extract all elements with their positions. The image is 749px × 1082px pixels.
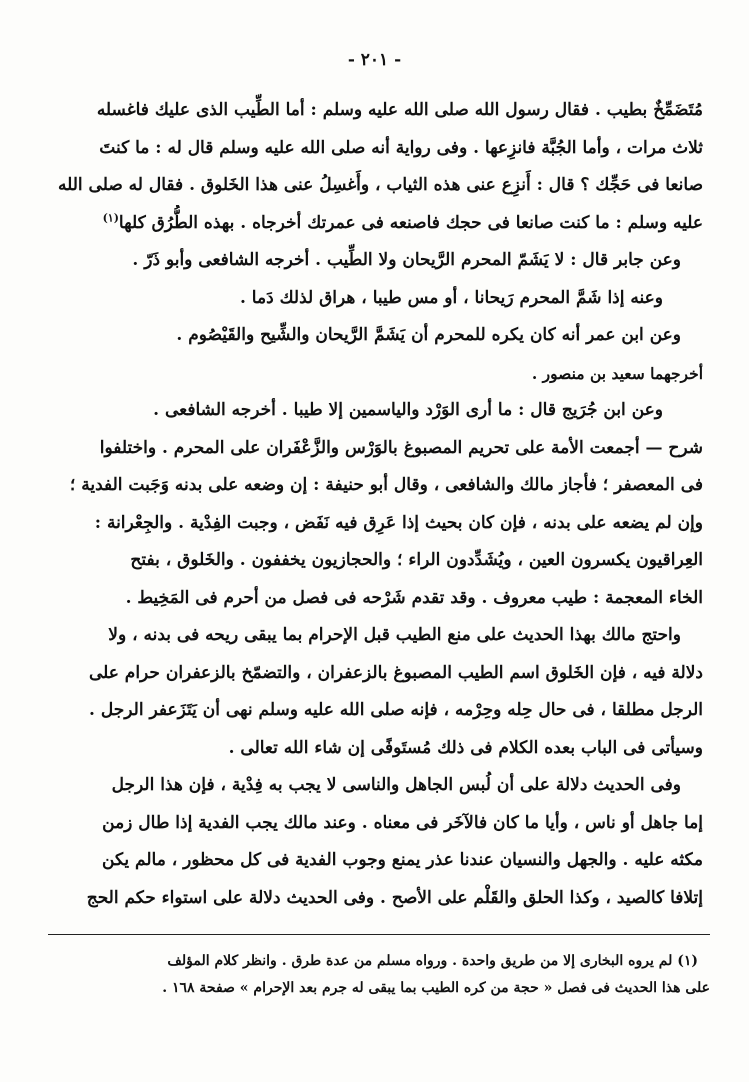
text-line: إما جاهل أو ناس ، وأيا ما كان فالآخَر فى معناه . وعند مالك يجب الفدية إذا طال زمن xyxy=(102,812,703,833)
text-line: دلالة فيه ، فإن الخَلوق اسم الطيب المصبوغ بالزعفران ، والتضمّخ بالزعفران حرام على xyxy=(88,662,703,683)
text-line: مُتَضَمِّخٌ بطيب . فقال رسول الله صلى الله عليه وسلم : أما الطِّيب الذى عليك فاغسله xyxy=(96,100,703,120)
text-line: وعنه إذا شَمَّ المحرم رَيحانا ، أو مس طيبا ، هراق لذلك دَما . xyxy=(239,287,663,308)
text-line: الرجل مطلقا ، فى حال حِله وحِرْمه ، فإنه صلى الله عليه وسلم نهى أن يَتَزَعفر الرجل . xyxy=(89,700,703,720)
text-line: وعن جابر قال : لا يَشَمّ المحرم الرَّيحان ولا الطِّيب . أخرجه الشافعى وأبو ذَرّ . xyxy=(132,250,681,270)
text-line: صانعا فى حَجِّك ؟ قال : أَنزِع عنى هذه الثياب ، وأَغسِلُ عنى هذا الخَلوق . فقال له صلى الله xyxy=(57,175,703,195)
footnote-divider xyxy=(48,934,710,935)
text-line: واحتج مالك بهذا الحديث على منع الطيب قبل الإحرام بما يبقى ريحه فى بدنه ، ولا xyxy=(108,625,681,645)
text-line: مكثه عليه . والجهل والنسيان عندنا عذر يمنع وجوب الفدية فى كل محظور ، مالم يكن xyxy=(102,850,703,870)
text-line: وعن ابن عمر أنه كان يكره للمحرم أن يَشَمَّ الرَّيحان والشِّيح والقَيْصُوم . xyxy=(176,325,681,345)
footnote-marker: (١) xyxy=(102,210,119,224)
text-line: وسيأتى فى الباب بعده الكلام فى ذلك مُستَوفًى إن شاء الله تعالى . xyxy=(228,737,703,758)
text-line: إتلافا كالصيد ، وكذا الحلق والقَلْم على الأصح . وفى الحديث دلالة على استواء حكم الحج xyxy=(86,887,703,908)
text-line: الخاء المعجمة : طيب معروف . وقد تقدم شَرْحه فى فصل من أحرم فى المَخِيط . xyxy=(125,587,703,608)
text-line: وعن ابن جُرَيج قال : ما أرى الوَرْد والياسمين إلا طيبا . أخرجه الشافعى . xyxy=(153,400,663,420)
page-number: - ٢٠١ - xyxy=(347,50,402,70)
text-line: العِراقيون يكسرون العين ، ويُشَدِّدون الراء ؛ والحجازيون يخففون . والخَلوق ، بفتح xyxy=(130,550,703,570)
text-line: أخرجهما سعيد بن منصور . xyxy=(531,363,703,383)
text-line-content: عليه وسلم : ما كنت صانعا فى حجك فاصنعه فى عمرتك أخرجاه . بهذه الطُّرُق كلها xyxy=(118,212,703,233)
text-line: ثلاث مرات ، وأما الجُبَّة فانزِعها . وفى رواية أنه صلى الله عليه وسلم قال له : ما كنتَ xyxy=(99,137,703,158)
footnote-line: (١) لم يروه البخارى إلا من طريق واحدة . ورواه مسلم من عدة طرق . وانظر كلام المؤلف xyxy=(167,953,698,969)
text-line: شرح — أجمعت الأمة على تحريم المصبوغ بالوَرْس والزَّعْفَران على المحرم . واختلفوا xyxy=(99,437,703,458)
footnotes xyxy=(48,948,710,1002)
text-line: فى المعصفر ؛ فأجاز مالك والشافعى ، وقال أبو حنيفة : إن وضعه على بدنه وَجَبت الفدية ؛ xyxy=(69,475,703,495)
body-text xyxy=(48,92,703,917)
text-line: وفى الحديث دلالة على أن لُبس الجاهل والناسى لا يجب به فِدْية ، فإن هذا الرجل xyxy=(111,775,681,795)
footnote-line: على هذا الحديث فى فصل « حجة من كره الطيب بما يبقى له جرم بعد الإحرام » صفحة ١٦٨ . xyxy=(162,980,710,996)
text-line: وإن لم يضعه على بدنه ، فإن كان بحيث إذا عَرِق فيه نَفَض ، وجبت الفِدْية . والجِعْرانة : xyxy=(94,512,703,533)
text-line-with-footnote xyxy=(48,205,703,243)
